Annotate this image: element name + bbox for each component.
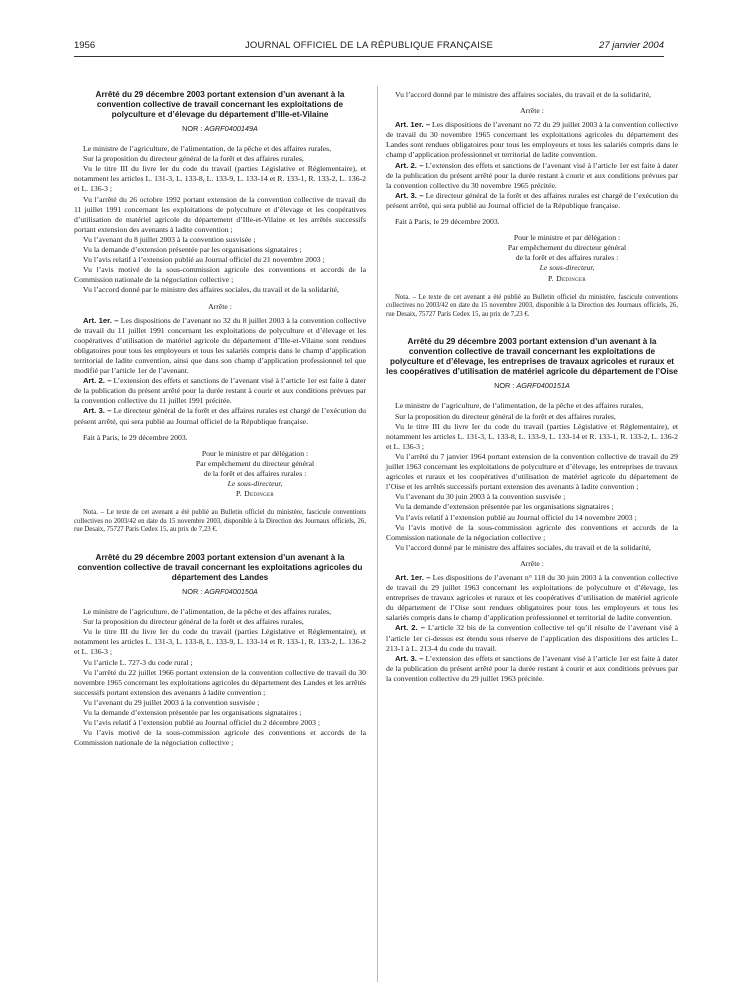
signatory-name: P. Dedinger	[235, 489, 275, 499]
page-number: 1956	[74, 40, 96, 51]
signatory-title: Le sous-directeur,	[539, 263, 595, 273]
paragraph: Vu l’avenant du 30 juin 2003 à la convention susvisée ;	[395, 492, 566, 502]
article-text: L’extension des effets et sanctions de l’avenant visé à l’article 1er est faite à dater de la publication du présent arrêté pour la durée restant à courir et aux conditions prévues par la convention collective du 29 juillet 1963 précitée.	[386, 653, 679, 683]
signature-line: Par empêchement du directeur général	[195, 458, 315, 468]
journal-title: JOURNAL OFFICIEL DE LA RÉPUBLIQUE FRANÇAISE	[244, 40, 494, 51]
paragraph: Vu l’avis relatif à l’extension publié au Journal officiel du 21 novembre 2003 ;	[83, 255, 325, 265]
publication-note: Nota. – Le texte de cet avenant a été publié au Bulletin officiel du ministère, fascicule conventions collectives no 2003/42 en date du 15 novembre 2003, disponible à la Direction des Journaux officiels, 26, rue Desaix, 75727 Paris Cedex 15, au prix de 7,23 €.	[74, 509, 366, 534]
paragraph: Vu l’avenant du 29 juillet 2003 à la convention susvisée ;	[83, 697, 260, 707]
article-2	[386, 623, 678, 653]
article-label: Art. 3. –	[83, 406, 112, 416]
article-text: Les dispositions de l’avenant n° 118 du 30 juin 2003 à la convention collective de travail du 29 juillet 1963 concernant les exploitations de polyculture et d’élevage, les entreprises de travaux agricoles et ruraux et les coopératives d’utilisation de matériel agricole du département de l’Oise sont rendues obligatoires pour tous les employeurs et tous les salariés compris dans le champ d’application professionnel et territorial de ladite convention.	[386, 572, 679, 623]
nor-code: AGRF0400150A	[204, 586, 258, 596]
article-label: Art. 3. –	[395, 190, 424, 200]
article-label: Art. 1er. –	[395, 572, 431, 582]
paragraph: Vu le titre III du livre Ier du code du travail (parties Législative et Réglementaire), et notamment les articles L. 131-3, L. 133-8, L. 133-9, L. 133-14 et R. 133-1, R. 133-2, L. 136-2 et L. 136-3 ;	[386, 421, 678, 451]
signatory-title: Le sous-directeur,	[227, 479, 283, 488]
paragraph: Vu l’accord donné par le ministre des affaires sociales, du travail et de la solidarité,	[83, 285, 339, 295]
signing-place-date: Fait à Paris, le 29 décembre 2003.	[83, 432, 188, 442]
nor-code: AGRF0400149A	[204, 124, 258, 133]
article-label: Art. 1er. –	[83, 315, 119, 325]
signature-line: Par empêchement du directeur général	[507, 243, 627, 253]
paragraph: Vu la demande d’extension présentée par les organisations signataires ;	[83, 245, 302, 255]
arrete-heading: Arrête :	[208, 301, 232, 311]
publication-note: Nota. – Le texte de cet avenant a été publié au Bulletin officiel du ministère, fascicule conventions collectives no 2003/42 en date du 15 novembre 2003, disponible à la Direction des Journaux officiels, 26, rue Desaix, 75727 Paris Cedex 15, au prix de 7,23 €.	[386, 293, 678, 318]
paragraph: Sur la proposition du directeur général de la forêt et des affaires rurales,	[395, 411, 616, 421]
article-1	[386, 120, 678, 160]
paragraph: Vu la demande d’extension présentée par les organisations signataires ;	[395, 502, 614, 512]
paragraph: Vu l’accord donné par le ministre des affaires sociales, du travail et de la solidarité,	[395, 542, 651, 552]
decree-title: Arrêté du 29 décembre 2003 portant extension d’un avenant à la convention collective de travail concernant les exploitations de polyculture et d’élevage, les entreprises de travaux agricoles et ruraux et les coopératives d’utilisation de matériel agricole du département de l’Oise	[386, 337, 678, 377]
paragraph: Vu l’accord donné par le ministre des affaires sociales, du travail et de la solidarité,	[395, 90, 651, 99]
article-3	[386, 191, 678, 211]
nor-label: NOR :	[182, 586, 203, 596]
article-label: Art. 2. –	[395, 623, 425, 633]
article-3	[74, 406, 366, 426]
right-column	[386, 90, 678, 684]
article-label: Art. 2. –	[83, 376, 112, 386]
paragraph: Le ministre de l’agriculture, de l’alimentation, de la pêche et des affaires rurales,	[395, 401, 644, 411]
paragraph: Vu l’arrêté du 7 janvier 1964 portant extension de la convention collective de travail du 29 juillet 1963 concernant les exploitations de polyculture et d’élevage, les entreprises de travaux agricoles et ruraux et les coopératives d’utilisation de matériel agricole du département de l’Oise et les arrêtés successifs portant extension des avenants à ladite convention ;	[386, 451, 678, 492]
article-1	[74, 316, 366, 377]
paragraph: Vu l’avis motivé de la sous-commission agricole des conventions et accords de la Commission nationale de la négociation collective ;	[386, 522, 678, 542]
article-text: Le directeur général de la forêt et des affaires rurales est chargé de l’exécution du présent arrêté, qui sera publié au Journal officiel de la République française.	[74, 406, 367, 426]
nor-label: NOR :	[182, 124, 203, 133]
paragraph: Le ministre de l’agriculture, de l’alimentation, de la pêche et des affaires rurales,	[83, 144, 332, 154]
signature-line: Pour le ministre et par délégation :	[513, 233, 621, 243]
signatory-name: P. Dedinger	[547, 273, 587, 283]
article-text: Les dispositions de l’avenant no 32 du 8 juillet 2003 à la convention collective de travail du 11 juillet 1991 concernant les exploitations de polyculture et d’élevage et les coopératives d’utilisation de matériel agricole du département d’Ille-et-Vilaine sont rendues obligatoires pour tous les employeurs et tous les salariés compris dans le champ d’application territorial de ladite convention, ainsi que dans son champ d’application professionnel tel que modifié par l’article 1er de l’avenant.	[74, 315, 367, 376]
paragraph: Vu le titre III du livre Ier du code du travail (parties Législative et Réglementaire), et notamment les articles L. 131-3, L. 133-8, L. 133-9, L. 133-14 et R. 133-1, R. 133-2, L. 136-2 et L. 136-3 ;	[74, 627, 366, 657]
article-text: L’extension des effets et sanctions de l’avenant visé à l’article 1er est faite à dater de la publication du présent arrêté pour la durée restant à courir et aux conditions prévues par la convention collective du 30 novembre 1965 précitée.	[386, 160, 679, 190]
nor-reference	[74, 124, 366, 134]
paragraph: Vu la demande d’extension présentée par les organisations signataires ;	[83, 708, 302, 717]
paragraph: Vu l’avis relatif à l’extension publié au Journal officiel du 14 novembre 2003 ;	[395, 512, 637, 522]
paragraph: Vu l’avenant du 8 juillet 2003 à la convention susvisée ;	[83, 234, 256, 244]
paragraph: Vu l’arrêté du 22 juillet 1966 portant extension de la convention collective de travail du 30 novembre 1965 concernant les exploitations agricoles du département des Landes et les arrêtés successifs portant extension des avenants à ladite convention ;	[74, 667, 366, 697]
nor-reference	[386, 381, 678, 391]
nor-code: AGRF0400151A	[516, 381, 570, 391]
paragraph: Vu l’arrêté du 26 octobre 1992 portant extension de la convention collective de travail du 11 juillet 1991 concernant les exploitations de polyculture et d’élevage et les coopératives d’utilisation de matériel agricole du département d’Ille-et-Vilaine et les arrêtés successifs portant extension des avenants à ladite convention ;	[74, 194, 366, 234]
signing-place-date: Fait à Paris, le 29 décembre 2003.	[395, 217, 500, 227]
paragraph: Le ministre de l’agriculture, de l’alimentation, de la pêche et des affaires rurales,	[83, 607, 332, 617]
article-text: Le directeur général de la forêt et des affaires rurales est chargé de l’exécution du présent arrêté, qui sera publié au Journal officiel de la République française.	[386, 190, 679, 210]
article-2	[386, 161, 678, 191]
paragraph: Vu le titre III du livre Ier du code du travail (parties Législative et Réglementaire), et notamment les articles L. 131-3, L. 133-8, L. 133-9, L. 133-14 et R. 133-1, R. 133-2, L. 136-2 et L. 136-3 ;	[74, 164, 366, 194]
issue-date: 27 janvier 2004	[599, 40, 664, 51]
article-label: Art. 1er. –	[395, 120, 431, 130]
arrete-heading: Arrête :	[520, 106, 544, 116]
signature-line: Pour le ministre et par délégation :	[201, 448, 309, 458]
decree-title: Arrêté du 29 décembre 2003 portant extension d’un avenant à la convention collective de travail concernant les exploitations de polyculture et d’élevage du département d’Ille-et-Vilaine	[95, 90, 345, 119]
article-text: Les dispositions de l’avenant no 72 du 29 juillet 2003 à la convention collective de travail du 30 novembre 1965 concernant les exploitations agricoles du département des Landes sont rendues obligatoires pour tous les employeurs et tous les salariés compris dans le champ d’application professionnel et territorial de ladite convention.	[386, 120, 679, 160]
article-label: Art. 2. –	[395, 160, 424, 170]
signature-line: de la forêt et des affaires rurales :	[515, 253, 619, 263]
nor-label: NOR :	[494, 381, 515, 391]
signature-block	[144, 449, 366, 499]
header-rule	[74, 56, 664, 57]
paragraph: Vu l’article L. 727-3 du code rural ;	[83, 657, 193, 667]
arrete-heading: Arrête :	[520, 558, 544, 568]
article-2	[74, 376, 366, 406]
signature-line: de la forêt et des affaires rurales :	[203, 468, 307, 478]
paragraph: Sur la proposition du directeur général de la forêt et des affaires rurales,	[83, 154, 304, 164]
left-column	[74, 90, 366, 748]
paragraph: Vu l’avis relatif à l’extension publié au Journal officiel du 2 décembre 2003 ;	[83, 718, 320, 728]
article-text: L’extension des effets et sanctions de l’avenant visé à l’article 1er est faite à dater de la publication du présent arrêté pour la durée restant à courir et aux conditions prévues par la convention collective du 11 juillet 1991 précitée.	[74, 376, 367, 406]
page-header	[74, 40, 664, 54]
paragraph: Sur la proposition du directeur général de la forêt et des affaires rurales,	[83, 617, 304, 627]
article-3	[386, 654, 678, 684]
article-1	[386, 573, 678, 623]
signature-block	[456, 233, 678, 283]
article-text: L’article 32 bis de la convention collective tel qu’il résulte de l’avenant visé à l’article 1er ci-dessus est étendu sous réserve de l’application des dispositions des articles L. 213-1 à L. 213-4 du code du travail.	[386, 623, 678, 653]
column-divider	[377, 86, 378, 982]
paragraph: Vu l’avis motivé de la sous-commission agricole des conventions et accords de la Commission nationale de la négociation collective ;	[74, 265, 366, 285]
decree-title: Arrêté du 29 décembre 2003 portant extension d’un avenant à la convention collective de travail concernant les exploitations agricoles du département des Landes	[77, 552, 363, 582]
nor-reference	[74, 587, 366, 597]
paragraph: Vu l’avis motivé de la sous-commission agricole des conventions et accords de la Commission nationale de la négociation collective ;	[74, 728, 366, 748]
article-label: Art. 3. –	[395, 653, 424, 663]
